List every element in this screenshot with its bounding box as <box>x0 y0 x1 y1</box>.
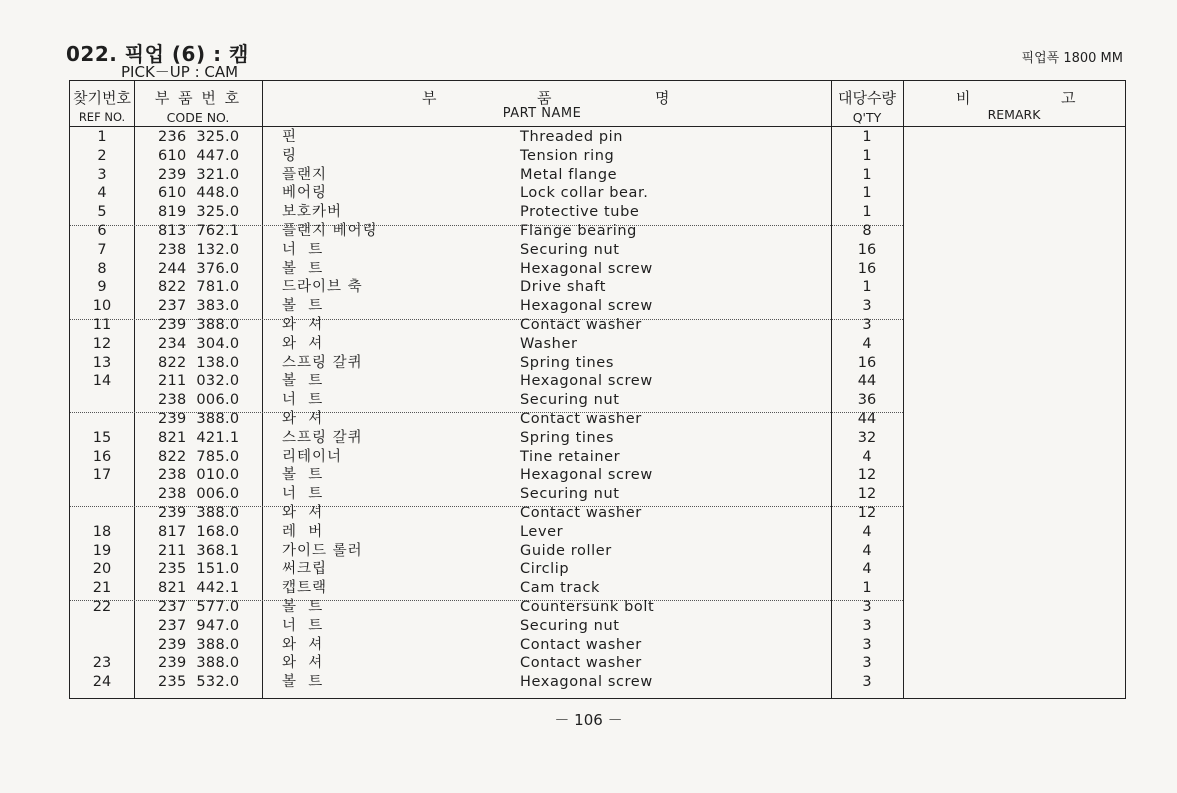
page-subtitle: PICK－UP : CAM <box>121 63 239 81</box>
part-name-header-en: PART NAME <box>502 106 582 121</box>
code-no-header: 부 품 번 호 CODE NO. <box>154 89 242 125</box>
qty-cell: 8 <box>862 223 872 239</box>
code-no-cell: 235 532.0 <box>158 674 240 691</box>
qty-cell: 3 <box>862 599 872 615</box>
part-name-kr-cell: 스프링 갈퀴 <box>282 354 363 371</box>
code-no-cell: 817 168.0 <box>158 523 240 540</box>
code-no-cell: 239 388.0 <box>158 317 240 333</box>
part-name-kr-cell: 캡트랙 <box>282 580 328 597</box>
qty-cell: 3 <box>862 298 872 315</box>
code-no-cell: 235 151.0 <box>158 561 240 578</box>
part-name-kr-cell: 볼 트 <box>282 373 324 390</box>
ref-no-cell: 11 <box>92 317 112 333</box>
part-name-kr-cell: 볼 트 <box>282 599 324 615</box>
table-row <box>70 222 1125 241</box>
ref-no-cell: 3 <box>97 166 107 183</box>
part-name-kr-cell: 베어링 <box>282 185 328 202</box>
ref-no-cell: 4 <box>97 185 107 202</box>
part-name-en-cell: Securing nut <box>520 241 620 258</box>
part-name-en-cell: Flange bearing <box>520 223 637 239</box>
code-no-cell: 239 388.0 <box>158 655 240 672</box>
ref-no-cell: 17 <box>92 467 112 484</box>
code-no-cell: 239 321.0 <box>158 166 240 183</box>
remark-header: 비 고 REMARK <box>956 89 1078 122</box>
table-row <box>70 391 1125 410</box>
qty-cell: 12 <box>857 505 877 521</box>
code-no-cell: 234 304.0 <box>158 335 240 352</box>
table-row <box>70 372 1125 391</box>
table-row <box>70 335 1125 354</box>
part-name-en-cell: Contact washer <box>520 655 642 672</box>
part-name-en-cell: Securing nut <box>520 392 620 409</box>
part-name-kr-cell: 와 셔 <box>282 655 324 672</box>
part-name-en-cell: Securing nut <box>520 617 620 634</box>
code-no-cell: 822 785.0 <box>158 448 240 465</box>
qty-cell: 16 <box>857 260 877 277</box>
qty-cell: 1 <box>862 166 872 183</box>
part-name-en-cell: Securing nut <box>520 486 620 503</box>
part-name-kr-cell: 와 셔 <box>282 335 324 352</box>
part-name-en-cell: Contact washer <box>520 317 642 333</box>
part-name-kr-cell: 플랜지 <box>282 166 328 183</box>
qty-cell: 1 <box>862 185 872 202</box>
ref-no-cell: 14 <box>92 373 112 390</box>
page-number: － 106 － <box>554 711 623 729</box>
qty-cell: 1 <box>862 580 872 597</box>
ref-no-cell: 21 <box>92 580 112 597</box>
qty-cell: 4 <box>862 542 872 559</box>
part-name-kr-cell: 스프링 갈퀴 <box>282 429 363 446</box>
qty-cell: 1 <box>862 129 872 145</box>
part-name-kr-cell: 와 셔 <box>282 317 324 333</box>
table-row <box>70 485 1125 504</box>
part-name-kr-cell: 가이드 롤러 <box>282 542 363 559</box>
part-name-en-cell: Lever <box>520 523 564 540</box>
ref-no-cell: 7 <box>97 241 107 258</box>
table-row <box>70 128 1125 147</box>
part-name-kr-cell: 리테이너 <box>282 448 343 465</box>
qty-cell: 1 <box>862 147 872 164</box>
part-name-kr-cell: 보호카버 <box>282 204 343 221</box>
ref-no-cell: 10 <box>92 298 112 315</box>
part-name-en-cell: Contact washer <box>520 636 642 653</box>
page-title: 022. 픽업 (6) : 캠 <box>66 42 249 66</box>
qty-cell: 16 <box>857 241 877 258</box>
part-name-kr-cell: 너 트 <box>282 486 324 503</box>
table-row <box>70 354 1125 373</box>
part-name-en-cell: Hexagonal screw <box>520 467 653 484</box>
ref-no-cell: 16 <box>92 448 112 465</box>
table-row <box>70 579 1125 598</box>
table-row <box>70 278 1125 297</box>
table-row <box>70 636 1125 655</box>
table-row <box>70 316 1125 335</box>
part-name-kr-cell: 핀 <box>282 129 298 145</box>
table-row <box>70 673 1125 692</box>
table-row <box>70 297 1125 316</box>
qty-cell: 16 <box>857 354 877 371</box>
ref-no-cell: 12 <box>92 335 112 352</box>
qty-cell: 32 <box>857 429 877 446</box>
code-no-cell: 238 006.0 <box>158 486 240 503</box>
qty-cell: 3 <box>862 674 872 691</box>
part-name-en-cell: Countersunk bolt <box>520 599 655 615</box>
table-row <box>70 560 1125 579</box>
part-name-en-cell: Circlip <box>520 561 570 578</box>
qty-cell: 36 <box>857 392 877 409</box>
ref-no-cell: 5 <box>97 204 107 221</box>
part-name-en-cell: Spring tines <box>520 354 614 371</box>
code-no-cell: 239 388.0 <box>158 411 240 427</box>
table-row <box>70 410 1125 429</box>
code-no-cell: 822 781.0 <box>158 279 240 296</box>
ref-no-cell: 22 <box>92 599 112 615</box>
code-no-cell: 821 442.1 <box>158 580 240 597</box>
part-name-kr-cell: 볼 트 <box>282 674 324 691</box>
part-name-en-cell: Protective tube <box>520 204 640 221</box>
code-no-cell: 238 010.0 <box>158 467 240 484</box>
table-row <box>70 523 1125 542</box>
code-no-cell: 819 325.0 <box>158 204 240 221</box>
ref-no-cell: 9 <box>97 279 107 296</box>
part-name-en-cell: Drive shaft <box>520 279 607 296</box>
qty-cell: 3 <box>862 655 872 672</box>
pickup-width-label: 픽업폭 1800 MM <box>1021 51 1123 66</box>
part-name-en-cell: Lock collar bear. <box>520 185 649 202</box>
ref-no-cell: 13 <box>92 354 112 371</box>
part-name-kr-cell: 너 트 <box>282 617 324 634</box>
ref-no-cell: 6 <box>97 223 107 239</box>
qty-cell: 4 <box>862 561 872 578</box>
part-name-en-cell: Guide roller <box>520 542 612 559</box>
part-name-en-cell: Tine retainer <box>520 448 621 465</box>
part-name-kr-cell: 와 셔 <box>282 411 324 427</box>
part-name-kr-cell: 레 버 <box>282 523 324 540</box>
part-name-en-cell: Tension ring <box>520 147 615 164</box>
code-no-cell: 610 448.0 <box>158 185 240 202</box>
qty-cell: 44 <box>857 373 877 390</box>
ref-no-header: 찾기번호 REF NO. <box>73 89 131 124</box>
ref-no-cell: 20 <box>92 561 112 578</box>
part-name-kr-cell: 플랜지 베어링 <box>282 223 378 239</box>
qty-cell: 1 <box>862 279 872 296</box>
code-no-cell: 237 383.0 <box>158 298 240 315</box>
part-name-kr-cell: 볼 트 <box>282 260 324 277</box>
qty-cell: 3 <box>862 636 872 653</box>
code-no-cell: 239 388.0 <box>158 505 240 521</box>
table-row <box>70 260 1125 279</box>
ref-no-cell: 1 <box>97 129 107 145</box>
part-name-kr-cell: 링 <box>282 147 298 164</box>
qty-cell: 44 <box>857 411 877 427</box>
code-no-cell: 237 577.0 <box>158 599 240 615</box>
code-no-cell: 211 368.1 <box>158 542 240 559</box>
qty-header: 대당수량 Q'TY <box>838 89 896 125</box>
part-name-kr-cell: 와 셔 <box>282 505 324 521</box>
part-name-en-cell: Washer <box>520 335 578 352</box>
code-no-cell: 211 032.0 <box>158 373 240 390</box>
table-row <box>70 429 1125 448</box>
part-name-kr-cell: 너 트 <box>282 392 324 409</box>
part-name-en-cell: Contact washer <box>520 505 642 521</box>
code-no-cell: 236 325.0 <box>158 129 240 145</box>
part-name-en-cell: Hexagonal screw <box>520 674 653 691</box>
code-no-cell: 244 376.0 <box>158 260 240 277</box>
qty-cell: 4 <box>862 448 872 465</box>
qty-cell: 4 <box>862 335 872 352</box>
ref-no-cell: 19 <box>92 542 112 559</box>
part-name-kr-cell: 드라이브 축 <box>282 279 363 296</box>
table-row <box>70 147 1125 166</box>
qty-cell: 12 <box>857 486 877 503</box>
part-name-en-cell: Metal flange <box>520 166 618 183</box>
part-name-en-cell: Threaded pin <box>520 129 624 145</box>
table-row <box>70 448 1125 467</box>
parts-table: 찾기번호 REF NO. 부 품 번 호 CODE NO. 부 품 명 PART NAME 대당수량 Q'TY 비 고 REMARK 1 236 325.0 핀 Threaded pin 1 2 610 447.0 링 Tension ring 1 3 239 321.0 플랜지 Metal flange 1 4 610 448.0 베어링 Lock collar bear. 1 5 819 325.0 보호카버 Protective tube 1 6 813 762.1 플랜지 베어링 Flange bearing 8 7 238 132.0 너 트 Securing nut 16 8 244 376.0 볼 트 Hexagonal screw 16 9 822 781.0 드라이브 축 Drive shaft 1 10 237 383.0 볼 트 Hexagonal screw 3 11 239 388.0 와 셔 Contact washer 3 12 234 304.0 와 셔 Washer 4 13 822 138.0 스프링 갈퀴 Spring tines 16 14 211 032.0 볼 트 Hexagonal screw 44 238 006.0 너 트 Securing nut 36 239 388.0 와 셔 Contact washer 44 15 821 421.1 스프링 갈퀴 Spring tines 32 16 822 785.0 리테이너 Tine retainer 4 17 238 010.0 볼 트 Hexagonal screw 12 238 006.0 너 트 Securing nut 12 239 388.0 와 셔 Contact washer 12 18 817 168.0 레 버 Lever 4 19 211 368.1 가이드 롤러 Guide roller 4 20 235 151.0 써크립 Circlip 4 21 821 442.1 캡트랙 Cam track 1 22 237 577.0 볼 트 Countersunk bolt 3 237 947.0 너 트 Securing nut 3 239 388.0 와 셔 Contact washer 3 23 239 388.0 와 셔 Contact washer 3 24 235 532.0 볼 트 Hexagonal screw 3 <box>69 80 1126 699</box>
table-row <box>70 203 1125 222</box>
code-no-cell: 237 947.0 <box>158 617 240 634</box>
code-no-cell: 610 447.0 <box>158 147 240 164</box>
qty-cell: 1 <box>862 204 872 221</box>
ref-no-cell: 2 <box>97 147 107 164</box>
table-row <box>70 654 1125 673</box>
table-row <box>70 184 1125 203</box>
part-name-en-cell: Hexagonal screw <box>520 298 653 315</box>
part-name-en-cell: Hexagonal screw <box>520 260 653 277</box>
part-name-en-cell: Cam track <box>520 580 601 597</box>
code-no-cell: 822 138.0 <box>158 354 240 371</box>
table-row <box>70 542 1125 561</box>
part-name-kr-cell: 써크립 <box>282 561 328 578</box>
code-no-cell: 821 421.1 <box>158 429 240 446</box>
table-row <box>70 617 1125 636</box>
qty-cell: 4 <box>862 523 872 540</box>
ref-no-cell: 18 <box>92 523 112 540</box>
part-name-en-cell: Contact washer <box>520 411 642 427</box>
code-no-cell: 813 762.1 <box>158 223 240 239</box>
part-name-kr-cell: 볼 트 <box>282 298 324 315</box>
part-name-en-cell: Spring tines <box>520 429 614 446</box>
part-name-kr-cell: 와 셔 <box>282 636 324 653</box>
qty-cell: 3 <box>862 617 872 634</box>
table-row <box>70 504 1125 523</box>
code-no-cell: 238 132.0 <box>158 241 240 258</box>
ref-no-cell: 15 <box>92 429 112 446</box>
header-divider <box>70 126 1125 127</box>
table-row <box>70 598 1125 617</box>
table-row <box>70 466 1125 485</box>
part-name-kr-cell: 너 트 <box>282 241 324 258</box>
ref-no-cell: 23 <box>92 655 112 672</box>
part-name-kr-cell: 볼 트 <box>282 467 324 484</box>
table-row <box>70 166 1125 185</box>
code-no-cell: 239 388.0 <box>158 636 240 653</box>
table-row <box>70 241 1125 260</box>
code-no-cell: 238 006.0 <box>158 392 240 409</box>
ref-no-cell: 8 <box>97 260 107 277</box>
part-name-en-cell: Hexagonal screw <box>520 373 653 390</box>
qty-cell: 3 <box>862 317 872 333</box>
ref-no-cell: 24 <box>92 674 112 691</box>
qty-cell: 12 <box>857 467 877 484</box>
